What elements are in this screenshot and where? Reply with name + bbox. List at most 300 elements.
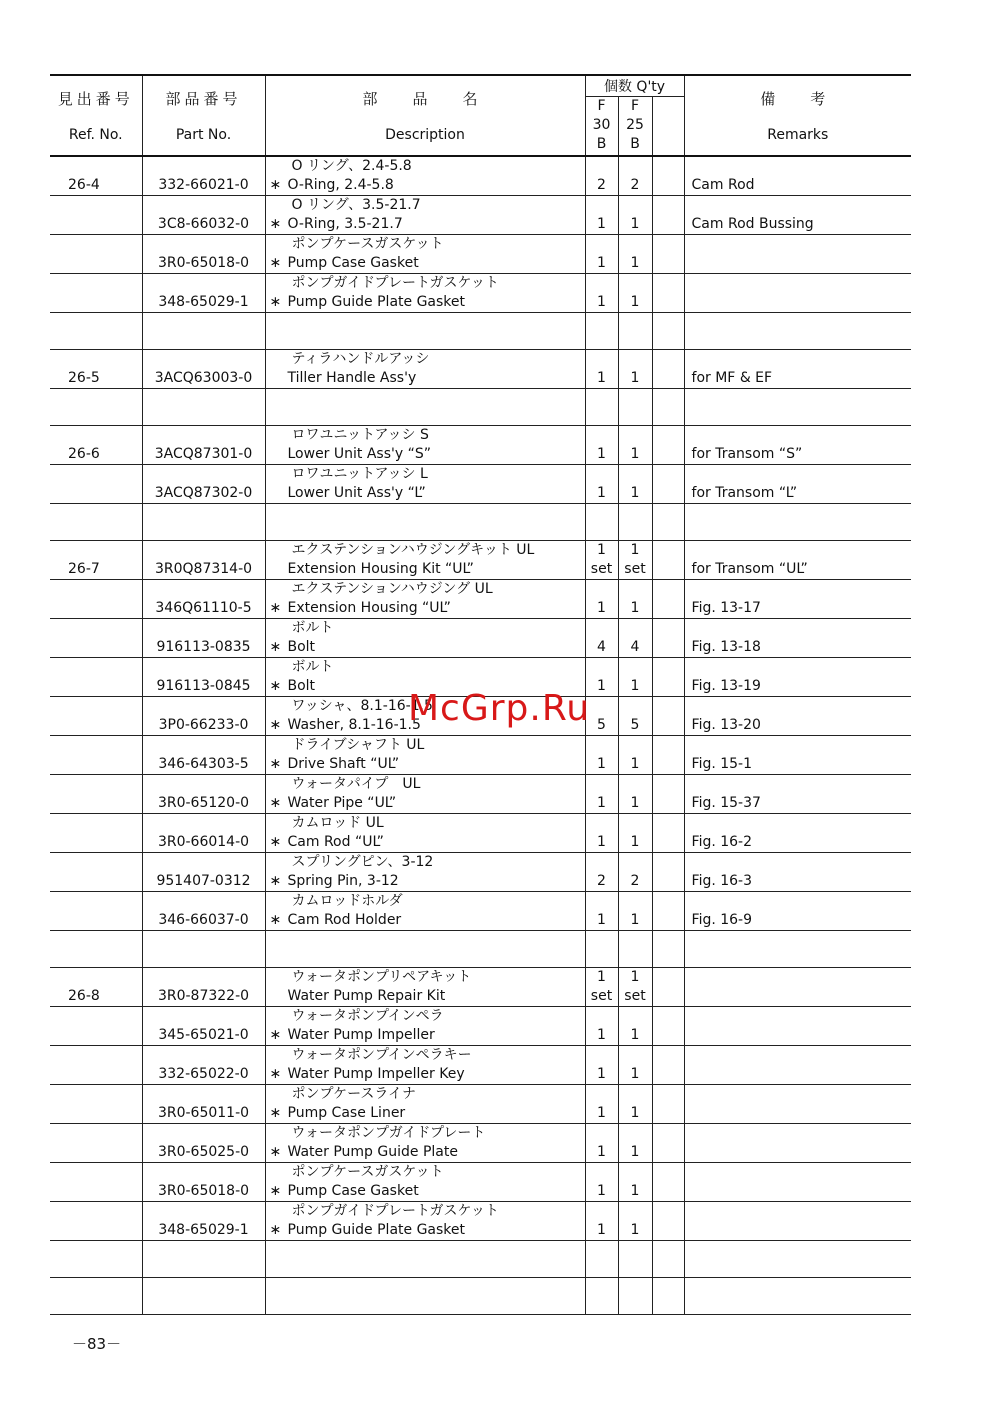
ref-no-cell bbox=[50, 1202, 142, 1241]
remarks-cell bbox=[684, 274, 911, 313]
qty-f30b-value: 4 bbox=[597, 639, 606, 655]
description-en: Pump Case Gasket bbox=[287, 255, 419, 271]
asterisk-mark: ∗ bbox=[269, 1027, 282, 1043]
table-row bbox=[50, 853, 911, 892]
qty-f25b-cell bbox=[618, 1085, 652, 1124]
qty-col-f25b-l2: 25 bbox=[626, 117, 644, 133]
description-cell bbox=[265, 736, 585, 775]
description-jp: カムロッドホルダ bbox=[291, 893, 403, 909]
qty-f25b-value: 1 bbox=[630, 1144, 640, 1160]
ref-no-cell bbox=[50, 465, 142, 504]
qty-blank-cell bbox=[652, 892, 684, 931]
ref-no-cell: 26-6 bbox=[50, 426, 142, 465]
empty-cell bbox=[652, 313, 684, 350]
asterisk-mark: ∗ bbox=[269, 639, 282, 655]
qty-f30b-value: set bbox=[590, 988, 613, 1004]
description-jp: カムロッド UL bbox=[291, 815, 384, 831]
part-no-cell: 3R0-65011-0 bbox=[142, 1085, 265, 1124]
qty-header bbox=[585, 75, 684, 97]
qty-f30b-cell bbox=[585, 426, 618, 465]
ref-no-cell bbox=[50, 1124, 142, 1163]
qty-f25b-value: set bbox=[624, 988, 646, 1004]
empty-cell bbox=[142, 504, 265, 541]
qty-f25b-value: 1 bbox=[630, 1222, 640, 1238]
qty-f30b-value: 5 bbox=[597, 717, 606, 733]
qty-f25b-value: 2 bbox=[630, 177, 640, 193]
qty-f25b-value: 1 bbox=[630, 1183, 640, 1199]
table-row bbox=[50, 1202, 911, 1241]
table-row bbox=[50, 196, 911, 235]
remarks-header bbox=[684, 75, 911, 156]
description-en: Water Pump Impeller Key bbox=[287, 1066, 465, 1082]
qty-f25b-cell bbox=[618, 1124, 652, 1163]
table-row bbox=[50, 235, 911, 274]
part-no-cell: 3P0-66233-0 bbox=[142, 697, 265, 736]
empty-cell bbox=[265, 931, 585, 968]
ref-no-cell bbox=[50, 1046, 142, 1085]
qty-f25b-value: 1 bbox=[630, 1066, 640, 1082]
description-cell bbox=[265, 196, 585, 235]
qty-blank-cell bbox=[652, 156, 684, 196]
table-row bbox=[50, 580, 911, 619]
qty-f25b-cell bbox=[618, 274, 652, 313]
qty-col-blank bbox=[652, 97, 684, 157]
description-cell bbox=[265, 541, 585, 580]
qty-f25b-value: 1 bbox=[630, 294, 640, 310]
asterisk-mark: ∗ bbox=[269, 216, 282, 232]
ref-no-cell bbox=[50, 853, 142, 892]
table-row bbox=[50, 1085, 911, 1124]
qty-f25b-value: 1 bbox=[630, 485, 640, 501]
empty-cell bbox=[142, 931, 265, 968]
remarks-cell: Fig. 16-2 bbox=[684, 814, 911, 853]
table-row bbox=[50, 619, 911, 658]
qty-f30b-cell bbox=[585, 1163, 618, 1202]
part-no-cell: 916113-0845 bbox=[142, 658, 265, 697]
empty-cell bbox=[684, 504, 911, 541]
part-no-cell: 951407-0312 bbox=[142, 853, 265, 892]
qty-f25b-cell bbox=[618, 968, 652, 1007]
description-cell bbox=[265, 1046, 585, 1085]
qty-blank-cell bbox=[652, 658, 684, 697]
qty-f25b-value: 1 bbox=[630, 1027, 640, 1043]
part-no-cell: 916113-0835 bbox=[142, 619, 265, 658]
description-en: Pump Case Liner bbox=[287, 1105, 406, 1121]
part-no-header bbox=[142, 75, 265, 156]
empty-cell bbox=[142, 313, 265, 350]
asterisk-mark: ∗ bbox=[269, 873, 282, 889]
qty-blank-cell bbox=[652, 853, 684, 892]
description-en: Water Pump Guide Plate bbox=[287, 1144, 458, 1160]
qty-f25b-cell bbox=[618, 196, 652, 235]
empty-cell bbox=[618, 389, 652, 426]
qty-blank-cell bbox=[652, 1046, 684, 1085]
part-no-cell: 332-66021-0 bbox=[142, 156, 265, 196]
ref-no-cell bbox=[50, 1163, 142, 1202]
asterisk-mark: ∗ bbox=[269, 1144, 282, 1160]
ref-no-cell: 26-7 bbox=[50, 541, 142, 580]
qty-f25b-value: 1 bbox=[630, 756, 640, 772]
qty-col-f25b bbox=[618, 97, 652, 157]
description-cell bbox=[265, 968, 585, 1007]
qty-blank-cell bbox=[652, 1007, 684, 1046]
remarks-cell: Fig. 13-20 bbox=[684, 697, 911, 736]
empty-cell bbox=[585, 1278, 618, 1315]
part-no-cell: 3ACQ63003-0 bbox=[142, 350, 265, 389]
qty-f30b-value: 1 bbox=[597, 370, 606, 386]
empty-cell bbox=[652, 389, 684, 426]
qty-col-f30b-l3: B bbox=[596, 136, 607, 152]
part-no-cell: 346-64303-5 bbox=[142, 736, 265, 775]
description-en: Cam Rod Holder bbox=[287, 912, 402, 928]
qty-f25b-count: 1 bbox=[630, 969, 640, 985]
part-no-cell: 3ACQ87301-0 bbox=[142, 426, 265, 465]
description-cell bbox=[265, 619, 585, 658]
ref-no-cell bbox=[50, 892, 142, 931]
description-en: Pump Case Gasket bbox=[287, 1183, 419, 1199]
remarks-cell: for Transom “L” bbox=[684, 465, 911, 504]
qty-f25b-value: 1 bbox=[630, 1105, 640, 1121]
spacer-row bbox=[50, 504, 911, 541]
part-no-cell: 3R0-65018-0 bbox=[142, 1163, 265, 1202]
remarks-cell: Cam Rod bbox=[684, 156, 911, 196]
empty-cell bbox=[684, 1278, 911, 1315]
qty-blank-cell bbox=[652, 736, 684, 775]
ref-no-cell bbox=[50, 736, 142, 775]
table-row bbox=[50, 465, 911, 504]
ref-no-cell bbox=[50, 235, 142, 274]
empty-cell bbox=[265, 313, 585, 350]
remarks-header-en: Remarks bbox=[767, 127, 829, 143]
qty-f30b-cell bbox=[585, 465, 618, 504]
part-no-cell: 3R0-65025-0 bbox=[142, 1124, 265, 1163]
qty-blank-cell bbox=[652, 814, 684, 853]
empty-cell bbox=[50, 1278, 142, 1315]
description-cell bbox=[265, 465, 585, 504]
qty-f25b-cell bbox=[618, 814, 652, 853]
remarks-cell: Fig. 16-9 bbox=[684, 892, 911, 931]
qty-blank-cell bbox=[652, 1124, 684, 1163]
description-jp: ロワユニットアッシ L bbox=[291, 466, 428, 482]
description-cell bbox=[265, 814, 585, 853]
empty-cell bbox=[585, 1241, 618, 1278]
description-jp: ポンプガイドプレートガスケット bbox=[291, 275, 499, 291]
part-no-cell: 346-66037-0 bbox=[142, 892, 265, 931]
empty-cell bbox=[684, 313, 911, 350]
qty-f25b-cell bbox=[618, 235, 652, 274]
remarks-header-jp: 備 考 bbox=[760, 90, 836, 108]
qty-header-label: 個数 Q'ty bbox=[603, 79, 666, 95]
part-no-cell: 348-65029-1 bbox=[142, 274, 265, 313]
description-en: Water Pipe “UL” bbox=[287, 795, 397, 811]
part-no-header-jp: 部品番号 bbox=[165, 90, 242, 108]
description-jp: ウォータポンプインペラキー bbox=[291, 1047, 472, 1063]
part-no-cell: 3ACQ87302-0 bbox=[142, 465, 265, 504]
qty-f30b-cell bbox=[585, 1046, 618, 1085]
ref-no-cell bbox=[50, 196, 142, 235]
empty-cell bbox=[585, 313, 618, 350]
qty-f25b-cell bbox=[618, 892, 652, 931]
remarks-cell bbox=[684, 1085, 911, 1124]
qty-col-f30b bbox=[585, 97, 618, 157]
part-no-cell: 3R0-65120-0 bbox=[142, 775, 265, 814]
qty-f30b-value: set bbox=[590, 561, 613, 577]
empty-cell bbox=[652, 504, 684, 541]
table-row bbox=[50, 775, 911, 814]
qty-f30b-cell bbox=[585, 1202, 618, 1241]
qty-f30b-value: 1 bbox=[597, 294, 606, 310]
spacer-row bbox=[50, 1241, 911, 1278]
description-jp: ポンプケースライナ bbox=[291, 1086, 416, 1102]
empty-cell bbox=[652, 931, 684, 968]
remarks-cell bbox=[684, 968, 911, 1007]
qty-f25b-cell bbox=[618, 775, 652, 814]
qty-f25b-value: 1 bbox=[630, 912, 640, 928]
empty-cell bbox=[50, 1241, 142, 1278]
part-no-cell: 348-65029-1 bbox=[142, 1202, 265, 1241]
description-en: Bolt bbox=[287, 678, 316, 694]
description-en: Lower Unit Ass'y “L” bbox=[287, 485, 426, 501]
ref-no-cell: 26-4 bbox=[50, 156, 142, 196]
qty-f30b-value: 1 bbox=[597, 678, 606, 694]
qty-f30b-cell bbox=[585, 1124, 618, 1163]
ref-no-cell: 26-5 bbox=[50, 350, 142, 389]
remarks-cell bbox=[684, 1046, 911, 1085]
qty-f25b-value: 1 bbox=[630, 600, 640, 616]
empty-cell bbox=[684, 1241, 911, 1278]
qty-blank-cell bbox=[652, 580, 684, 619]
empty-cell bbox=[684, 389, 911, 426]
qty-f30b-value: 1 bbox=[597, 1222, 606, 1238]
ref-no-cell bbox=[50, 1085, 142, 1124]
spacer-row bbox=[50, 1278, 911, 1315]
qty-f25b-cell bbox=[618, 1163, 652, 1202]
qty-f30b-value: 1 bbox=[597, 1144, 606, 1160]
qty-blank-cell bbox=[652, 775, 684, 814]
remarks-cell: Fig. 13-17 bbox=[684, 580, 911, 619]
qty-f30b-cell bbox=[585, 968, 618, 1007]
empty-cell bbox=[50, 313, 142, 350]
description-cell bbox=[265, 274, 585, 313]
table-row bbox=[50, 350, 911, 389]
empty-cell bbox=[265, 504, 585, 541]
qty-f30b-value: 1 bbox=[597, 255, 606, 271]
qty-blank-cell bbox=[652, 465, 684, 504]
empty-cell bbox=[50, 389, 142, 426]
qty-f25b-value: 1 bbox=[630, 795, 640, 811]
qty-f30b-value: 1 bbox=[597, 1027, 606, 1043]
qty-f25b-cell bbox=[618, 350, 652, 389]
ref-no-cell bbox=[50, 619, 142, 658]
description-jp: ポンプガイドプレートガスケット bbox=[291, 1203, 499, 1219]
description-en: Lower Unit Ass'y “S” bbox=[287, 446, 431, 462]
remarks-cell bbox=[684, 1202, 911, 1241]
qty-blank-cell bbox=[652, 968, 684, 1007]
table-row bbox=[50, 156, 911, 196]
description-en: Bolt bbox=[287, 639, 316, 655]
asterisk-mark: ∗ bbox=[269, 600, 282, 616]
description-header-en: Description bbox=[385, 127, 465, 143]
remarks-cell: for Transom “S” bbox=[684, 426, 911, 465]
qty-f30b-cell bbox=[585, 736, 618, 775]
table-row bbox=[50, 1163, 911, 1202]
qty-f25b-cell bbox=[618, 1046, 652, 1085]
empty-cell bbox=[265, 389, 585, 426]
empty-cell bbox=[142, 1241, 265, 1278]
remarks-cell: for MF & EF bbox=[684, 350, 911, 389]
qty-col-f25b-l1: F bbox=[630, 98, 640, 114]
description-jp: ポンプケースガスケット bbox=[291, 1164, 444, 1180]
remarks-cell bbox=[684, 1007, 911, 1046]
part-no-cell: 3R0Q87314-0 bbox=[142, 541, 265, 580]
qty-blank-cell bbox=[652, 196, 684, 235]
qty-col-f30b-l2: 30 bbox=[592, 117, 611, 133]
qty-f25b-value: 1 bbox=[630, 216, 640, 232]
watermark: McGrp.Ru bbox=[408, 688, 591, 729]
qty-blank-cell bbox=[652, 1163, 684, 1202]
qty-f30b-count: 1 bbox=[597, 542, 606, 558]
description-jp: O リング、2.4-5.8 bbox=[291, 158, 412, 174]
empty-cell bbox=[585, 931, 618, 968]
ref-no-header-jp: 見出番号 bbox=[57, 90, 134, 108]
asterisk-mark: ∗ bbox=[269, 294, 282, 310]
qty-f30b-cell bbox=[585, 775, 618, 814]
qty-f30b-cell bbox=[585, 892, 618, 931]
description-jp: O リング、3.5-21.7 bbox=[291, 197, 421, 213]
ref-no-cell bbox=[50, 775, 142, 814]
qty-f25b-value: set bbox=[624, 561, 646, 577]
asterisk-mark: ∗ bbox=[269, 756, 282, 772]
description-en: O-Ring, 2.4-5.8 bbox=[287, 177, 394, 193]
qty-f25b-cell bbox=[618, 1007, 652, 1046]
qty-f25b-value: 1 bbox=[630, 446, 640, 462]
qty-f30b-value: 1 bbox=[597, 1183, 606, 1199]
qty-f25b-count: 1 bbox=[630, 542, 640, 558]
qty-f30b-cell bbox=[585, 196, 618, 235]
description-jp: ウォータパイプ UL bbox=[291, 776, 421, 792]
qty-blank-cell bbox=[652, 1202, 684, 1241]
empty-cell bbox=[618, 1241, 652, 1278]
qty-f30b-value: 1 bbox=[597, 600, 606, 616]
description-cell bbox=[265, 156, 585, 196]
description-header bbox=[265, 75, 585, 156]
qty-f30b-cell bbox=[585, 619, 618, 658]
qty-f30b-cell bbox=[585, 814, 618, 853]
empty-cell bbox=[585, 504, 618, 541]
qty-f30b-cell bbox=[585, 1007, 618, 1046]
description-en: Cam Rod “UL” bbox=[287, 834, 384, 850]
table-row bbox=[50, 426, 911, 465]
empty-cell bbox=[585, 389, 618, 426]
description-cell bbox=[265, 775, 585, 814]
qty-f25b-value: 4 bbox=[630, 639, 640, 655]
description-jp: ロワユニットアッシ S bbox=[291, 427, 429, 443]
qty-f30b-value: 2 bbox=[597, 177, 606, 193]
empty-cell bbox=[684, 931, 911, 968]
ref-no-cell bbox=[50, 1007, 142, 1046]
remarks-cell: Fig. 16-3 bbox=[684, 853, 911, 892]
empty-cell bbox=[618, 504, 652, 541]
qty-f25b-value: 5 bbox=[630, 717, 640, 733]
empty-cell bbox=[618, 1278, 652, 1315]
spacer-row bbox=[50, 389, 911, 426]
description-en: Pump Guide Plate Gasket bbox=[287, 294, 466, 310]
qty-f30b-value: 1 bbox=[597, 756, 606, 772]
qty-f25b-cell bbox=[618, 580, 652, 619]
qty-f30b-value: 1 bbox=[597, 912, 606, 928]
remarks-cell bbox=[684, 235, 911, 274]
description-cell bbox=[265, 426, 585, 465]
asterisk-mark: ∗ bbox=[269, 678, 282, 694]
empty-cell bbox=[265, 1241, 585, 1278]
description-en: O-Ring, 3.5-21.7 bbox=[287, 216, 403, 232]
qty-f30b-cell bbox=[585, 541, 618, 580]
qty-f25b-value: 1 bbox=[630, 255, 640, 271]
description-jp: ウォータポンプガイドプレート bbox=[291, 1125, 486, 1141]
empty-cell bbox=[265, 1278, 585, 1315]
description-en: Spring Pin, 3-12 bbox=[287, 873, 399, 889]
qty-f30b-cell bbox=[585, 853, 618, 892]
part-no-cell: 345-65021-0 bbox=[142, 1007, 265, 1046]
qty-blank-cell bbox=[652, 274, 684, 313]
qty-f30b-value: 1 bbox=[597, 446, 606, 462]
asterisk-mark: ∗ bbox=[269, 1066, 282, 1082]
ref-no-cell bbox=[50, 580, 142, 619]
qty-f25b-cell bbox=[618, 697, 652, 736]
ref-no-header bbox=[50, 75, 142, 156]
qty-blank-cell bbox=[652, 235, 684, 274]
qty-f25b-cell bbox=[618, 156, 652, 196]
empty-cell bbox=[50, 504, 142, 541]
description-en: Water Pump Impeller bbox=[287, 1027, 435, 1043]
qty-blank-cell bbox=[652, 426, 684, 465]
remarks-cell bbox=[684, 1163, 911, 1202]
part-no-cell: 3C8-66032-0 bbox=[142, 196, 265, 235]
description-cell bbox=[265, 580, 585, 619]
ref-no-cell bbox=[50, 814, 142, 853]
description-jp: エクステンションハウジング UL bbox=[291, 581, 493, 597]
empty-cell bbox=[652, 1278, 684, 1315]
part-no-cell: 3R0-65018-0 bbox=[142, 235, 265, 274]
description-cell bbox=[265, 1124, 585, 1163]
asterisk-mark: ∗ bbox=[269, 912, 282, 928]
empty-cell bbox=[50, 931, 142, 968]
description-en: Water Pump Repair Kit bbox=[287, 988, 446, 1004]
description-jp: ボルト bbox=[291, 659, 334, 675]
empty-cell bbox=[652, 1241, 684, 1278]
qty-blank-cell bbox=[652, 697, 684, 736]
remarks-cell: Fig. 15-37 bbox=[684, 775, 911, 814]
part-no-cell: 3R0-66014-0 bbox=[142, 814, 265, 853]
empty-cell bbox=[618, 313, 652, 350]
description-en: Extension Housing “UL” bbox=[287, 600, 451, 616]
ref-no-cell bbox=[50, 697, 142, 736]
description-cell bbox=[265, 1202, 585, 1241]
remarks-cell: Cam Rod Bussing bbox=[684, 196, 911, 235]
table-row bbox=[50, 541, 911, 580]
qty-f30b-value: 1 bbox=[597, 1105, 606, 1121]
qty-f25b-value: 1 bbox=[630, 370, 640, 386]
description-jp: ポンプケースガスケット bbox=[291, 236, 444, 252]
qty-f30b-value: 1 bbox=[597, 795, 606, 811]
table-row bbox=[50, 736, 911, 775]
description-en: Pump Guide Plate Gasket bbox=[287, 1222, 466, 1238]
description-jp: ワッシャ、8.1-16-1.5 bbox=[291, 698, 433, 714]
ref-no-header-en: Ref. No. bbox=[68, 127, 123, 143]
description-cell bbox=[265, 1007, 585, 1046]
description-cell bbox=[265, 1085, 585, 1124]
description-cell bbox=[265, 1163, 585, 1202]
